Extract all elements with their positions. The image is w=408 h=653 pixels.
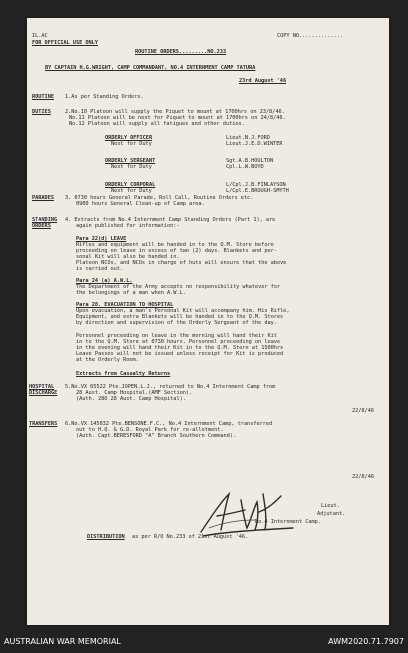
il-ac: IL.AC: [32, 33, 48, 39]
para-24-line-1: The Department of the Army accepts no responsibility whatever for: [76, 284, 281, 290]
footer-institution: AUSTRALIAN WAR MEMORIAL: [4, 637, 121, 646]
standing-line-1: 4. Extracts from No.4 Internment Camp Standing Orders (Part 1), are: [65, 217, 276, 223]
leave-kit-line-1: Personnel proceeding on leave in the morning will hand their Kit: [76, 333, 277, 339]
transfers-heading: TRANSFERS: [29, 421, 58, 427]
sergeant-next-value: Cpl.L.W.BOYD: [226, 164, 264, 170]
discharge-heading: DISCHARGE: [29, 390, 58, 396]
duties-line-1: 2.No.10 Platoon will supply the Piquet to mount at 1700hrs on 23/8/46.: [65, 109, 285, 115]
archive-footer: [0, 628, 408, 653]
hospital-heading: HOSPITAL: [29, 384, 55, 390]
signatory-rank: Lieut.: [321, 503, 340, 509]
issuer-line: BY CAPTAIN H.G.WRIGHT, CAMP COMMANDANT, NO.4 INTERNMENT CAMP TATURA: [45, 65, 256, 71]
distribution-heading: DISTRIBUTION: [87, 534, 125, 540]
leave-kit-line-2: in to the Q.M. Store at 0730 hours. Personnel proceeding on leave: [76, 339, 281, 345]
para-28-line-2: Equipment, and extra Blankets will be handed in to the Q.M. Stores: [76, 314, 284, 320]
duties-heading: DUTIES: [32, 109, 51, 115]
transfers-line-2: out to H.Q. & G.D. Royal Park for re-allotment.: [76, 427, 224, 433]
footer-accession-number: AWM2020.71.7907: [328, 637, 404, 646]
corporal-next-label: Next for Duty: [111, 188, 152, 194]
orders-heading: ORDERS: [32, 223, 51, 229]
hospital-date: 22/8/46: [352, 408, 374, 414]
duties-line-3: No.12 Platoon will supply all fatigues and other duties.: [69, 121, 245, 127]
parades-line-2: 0900 hours General Clean-up of Camp area.: [76, 201, 205, 207]
signatory-role: Adjutant.: [317, 511, 346, 517]
para-22-heading: Para 22(d) LEAVE: [76, 236, 127, 242]
orderly-corporal-label: ORDERLY CORPORAL: [105, 182, 156, 188]
officer-next-value: Lieut.J.E.D.WINTER: [226, 141, 283, 147]
document-title: ROUTINE ORDERS.........NO.233: [135, 49, 227, 55]
parades-line-1: 3. 0730 hours General Parade, Roll Call, Routine Orders etc.: [65, 195, 254, 201]
officer-next-label: Next for Duty: [111, 141, 152, 147]
para-28-heading: Para 28. EVACUATION TO HOSPITAL: [76, 302, 174, 308]
routine-heading: ROUTINE: [32, 94, 54, 100]
document-date: 23rd August '46: [239, 78, 287, 84]
para-24-heading: Para 24 (a) A.W.L.: [76, 278, 133, 284]
standing-line-2: again published for information:-: [76, 223, 180, 229]
distribution-text: as per R/O No.233 of 21st August '46.: [132, 534, 249, 540]
orderly-officer-label: ORDERLY OFFICER: [105, 135, 153, 141]
official-use: FOR OFFICIAL USE ONLY: [32, 40, 98, 46]
orderly-sergeant-value: Sgt.A.B.HOULTON: [226, 158, 274, 164]
leave-kit-line-5: at the Orderly Room.: [76, 357, 139, 363]
para-28-line-1: Upon evacuation, a man's Personal Kit will accompany him. His Rifle,: [76, 308, 290, 314]
hospital-line-1: 5.No.VX 65522 Pte.JOPEN.L.J., returned to No.4 Internment Camp from: [65, 384, 276, 390]
orderly-officer-value: Lieut.N.J.FORD: [226, 135, 270, 141]
para-22-line-1: Rifles and equipment will be handed in to the Q.M. Store before: [76, 242, 274, 248]
para-22-line-2: proceeding on leave in excess of two (2) days. Blankets and per-: [76, 248, 277, 254]
para-22-line-5: is carried out.: [76, 266, 124, 272]
casualty-returns-heading: Extracts from Casualty Returns: [76, 371, 171, 377]
corporal-next-value: L/Cpl.E.BROUGH-SMYTH: [226, 188, 289, 194]
duties-line-2: No.11 Platoon will be next for Piquet to mount at 1700hrs on 24/8/46.: [69, 115, 286, 121]
orderly-sergeant-label: ORDERLY SERGEANT: [105, 158, 156, 164]
parades-heading: PARADES: [32, 195, 54, 201]
standing-heading: STANDING: [32, 217, 58, 223]
document-page: [27, 18, 389, 625]
leave-kit-line-4: Leave Passes will not be issued unless receipt for Kit is produced: [76, 351, 284, 357]
hospital-line-2: 28 Aust. Camp Hospital.(AMF Section).: [76, 390, 193, 396]
sergeant-next-label: Next for Duty: [111, 164, 152, 170]
copy-number: COPY NO..............: [277, 33, 343, 39]
para-22-line-3: sonal Kit will also be handed in.: [76, 254, 180, 260]
transfers-line-1: 6.No.VX 145032 Pte.BENSONE.F.C., No.4 Internment Camp, transferred: [65, 421, 273, 427]
orderly-corporal-value: L/Cpl.J.B.FINLAYSON: [226, 182, 286, 188]
transfers-line-3: (Auth. Capt.BERESFORD "A" Branch Southern Command).: [76, 433, 237, 439]
transfers-date: 22/8/46: [352, 474, 374, 480]
routine-text: 1.As per Standing Orders.: [65, 94, 144, 100]
para-24-line-2: the belongings of a man when A.W.L.: [76, 290, 186, 296]
para-28-line-3: by direction and supervision of the Orderly Sergeant of the day.: [76, 320, 277, 326]
signatory-unit: No.4 Internment Camp.: [255, 519, 321, 525]
leave-kit-line-3: in the evening will hand their Kit in to the Q.M. Store at 1500hrs: [76, 345, 284, 351]
para-22-line-4: Platoon NCOs, and NCOs in charge of huts will ensure that the above: [76, 260, 287, 266]
hospital-line-3: (Auth. 28O 28 Aust. Camp Hospital).: [76, 396, 186, 402]
